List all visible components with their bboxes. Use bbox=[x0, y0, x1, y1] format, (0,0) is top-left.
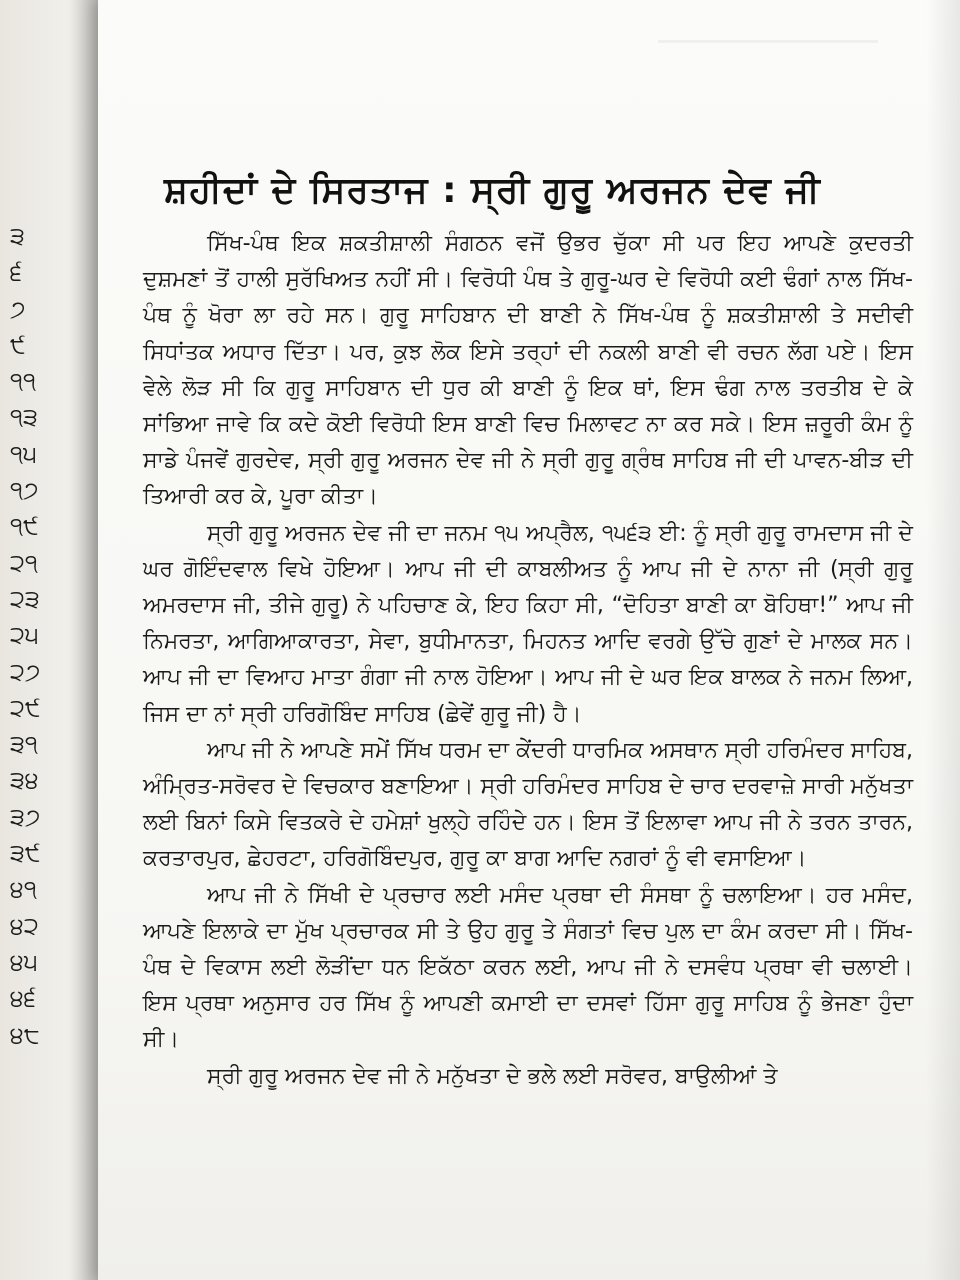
page-number: ੧੯ bbox=[10, 512, 39, 541]
page-number: ੩੧ bbox=[10, 730, 38, 759]
paragraph: ਆਪ ਜੀ ਨੇ ਸਿੱਖੀ ਦੇ ਪ੍ਰਚਾਰ ਲਈ ਮਸੰਦ ਪ੍ਰਥਾ ਦੀ ਸੰਸਥਾ ਨੂੰ ਚਲਾਇਆ। ਹਰ ਮਸੰਦ, ਆਪਣੇ ਇਲਾਕੇ ਦਾ ਮੁੱਖ ਪ੍ਰਚਾਰਕ ਸੀ ਤੇ ਉਹ ਗੁਰੂ ਤੇ ਸੰਗਤਾਂ ਵਿਚ ਪੁਲ ਦਾ ਕੰਮ ਕਰਦਾ ਸੀ। ਸਿੱਖ-ਪੰਥ ਦੇ ਵਿਕਾਸ ਲਈ ਲੋੜੀਂਦਾ ਧਨ ਇਕੱਠਾ ਕਰਨ ਲਈ, ਆਪ ਜੀ ਨੇ ਦਸਵੰਧ ਪ੍ਰਥਾ ਵੀ ਚਲਾਈ। ਇਸ ਪ੍ਰਥਾ ਅਨੁਸਾਰ ਹਰ ਸਿੱਖ ਨੂੰ ਆਪਣੀ ਕਮਾਈ ਦਾ ਦਸਵਾਂ ਹਿੱਸਾ ਗੁਰੂ ਸਾਹਿਬ ਨੂੰ ਭੇਜਣਾ ਹੁੰਦਾ ਸੀ। bbox=[143, 882, 913, 1053]
page-number: ੨੧ bbox=[10, 548, 38, 577]
article-title: ਸ਼ਹੀਦਾਂ ਦੇ ਸਿਰਤਾਜ : ਸ੍ਰੀ ਗੁਰੂ ਅਰਜਨ ਦੇਵ ਜੀ bbox=[164, 170, 821, 212]
paragraph: ਸਿੱਖ-ਪੰਥ ਇਕ ਸ਼ਕਤੀਸ਼ਾਲੀ ਸੰਗਠਨ ਵਜੋਂ ਉਭਰ ਚੁੱਕਾ ਸੀ ਪਰ ਇਹ ਆਪਣੇ ਕੁਦਰਤੀ ਦੁਸ਼ਮਣਾਂ ਤੋਂ ਹਾਲੀ ਸੁਰੱਖਿਅਤ ਨਹੀਂ ਸੀ। ਵਿਰੋਧੀ ਪੰਥ ਤੇ ਗੁਰੂ-ਘਰ ਦੇ ਵਿਰੋਧੀ ਕਈ ਢੰਗਾਂ ਨਾਲ ਸਿੱਖ-ਪੰਥ ਨੂੰ ਖੋਰਾ ਲਾ ਰਹੇ ਸਨ। ਗੁਰੂ ਸਾਹਿਬਾਨ ਦੀ ਬਾਣੀ ਨੇ ਸਿੱਖ-ਪੰਥ ਨੂੰ ਸ਼ਕਤੀਸ਼ਾਲੀ ਤੇ ਸਦੀਵੀ ਸਿਧਾਂਤਕ ਅਧਾਰ ਦਿੱਤਾ। ਪਰ, ਕੁਝ ਲੋਕ ਇਸੇ ਤਰ੍ਹਾਂ ਦੀ ਨਕਲੀ ਬਾਣੀ ਵੀ ਰਚਨ ਲੱਗ ਪਏ। ਇਸ ਵੇਲੇ ਲੋੜ ਸੀ ਕਿ ਗੁਰੂ ਸਾਹਿਬਾਨ ਦੀ ਧੁਰ ਕੀ ਬਾਣੀ ਨੂੰ ਇਕ ਥਾਂ, ਇਸ ਢੰਗ ਨਾਲ ਤਰਤੀਬ ਦੇ ਕੇ ਸਾਂਭਿਆ ਜਾਵੇ ਕਿ ਕਦੇ ਕੋਈ ਵਿਰੋਧੀ ਇਸ ਬਾਣੀ ਵਿਚ ਮਿਲਾਵਟ ਨਾ ਕਰ ਸਕੇ। ਇਸ ਜ਼ਰੂਰੀ ਕੰਮ ਨੂੰ ਸਾਡੇ ਪੰਜਵੇਂ ਗੁਰਦੇਵ, ਸ੍ਰੀ ਗੁਰੂ ਅਰਜਨ ਦੇਵ ਜੀ ਨੇ ਸ੍ਰੀ ਗੁਰੂ ਗ੍ਰੰਥ ਸਾਹਿਬ ਜੀ ਦੀ ਪਾਵਨ-ਬੀੜ ਦੀ ਤਿਆਰੀ ਕਰ ਕੇ, ਪੂਰਾ ਕੀਤਾ। bbox=[143, 231, 913, 510]
page-number: ੨੫ bbox=[10, 621, 40, 650]
page-number: ੨੯ bbox=[10, 693, 41, 722]
show-through-mark bbox=[658, 40, 878, 43]
paragraph: ਆਪ ਜੀ ਨੇ ਆਪਣੇ ਸਮੇਂ ਸਿੱਖ ਧਰਮ ਦਾ ਕੇਂਦਰੀ ਧਾਰਮਿਕ ਅਸਥਾਨ ਸ੍ਰੀ ਹਰਿਮੰਦਰ ਸਾਹਿਬ, ਅੰਮ੍ਰਿਤ-ਸਰੋਵਰ ਦੇ ਵਿਚਕਾਰ ਬਣਾਇਆ। ਸ੍ਰੀ ਹਰਿਮੰਦਰ ਸਾਹਿਬ ਦੇ ਚਾਰ ਦਰਵਾਜ਼ੇ ਸਾਰੀ ਮਨੁੱਖਤਾ ਲਈ ਬਿਨਾਂ ਕਿਸੇ ਵਿਤਕਰੇ ਦੇ ਹਮੇਸ਼ਾਂ ਖੁਲ੍ਹੇ ਰਹਿੰਦੇ ਹਨ। ਇਸ ਤੋਂ ਇਲਾਵਾ ਆਪ ਜੀ ਨੇ ਤਰਨ ਤਾਰਨ, ਕਰਤਾਰਪੁਰ, ਛੇਹਰਟਾ, ਹਰਿਗੋਬਿੰਦਪੁਰ, ਗੁਰੂ ਕਾ ਬਾਗ ਆਦਿ ਨਗਰਾਂ ਨੂੰ ਵੀ ਵਸਾਇਆ। bbox=[143, 737, 913, 872]
page-number: ੭ bbox=[10, 294, 26, 323]
page-number: ੪੧ bbox=[10, 875, 37, 904]
page-number: ੩੪ bbox=[10, 766, 39, 795]
paragraph: ਸ੍ਰੀ ਗੁਰੂ ਅਰਜਨ ਦੇਵ ਜੀ ਦਾ ਜਨਮ ੧੫ ਅਪ੍ਰੈਲ, ੧੫੬੩ ਈ: ਨੂੰ ਸ੍ਰੀ ਗੁਰੂ ਰਾਮਦਾਸ ਜੀ ਦੇ ਘਰ ਗੋਇੰਦਵਾਲ ਵਿਖੇ ਹੋਇਆ। ਆਪ ਜੀ ਦੀ ਕਾਬਲੀਅਤ ਨੂੰ ਆਪ ਜੀ ਦੇ ਨਾਨਾ ਜੀ (ਸ੍ਰੀ ਗੁਰੂ ਅਮਰਦਾਸ ਜੀ, ਤੀਜੇ ਗੁਰੂ) ਨੇ ਪਹਿਚਾਣ ਕੇ, ਇਹ ਕਿਹਾ ਸੀ, “ਦੋਹਿਤਾ ਬਾਣੀ ਕਾ ਬੋਹਿਥਾ!” ਆਪ ਜੀ ਨਿਮਰਤਾ, ਆਗਿਆਕਾਰਤਾ, ਸੇਵਾ, ਬੁਧੀਮਾਨਤਾ, ਮਿਹਨਤ ਆਦਿ ਵਰਗੇ ਉੱਚੇ ਗੁਣਾਂ ਦੇ ਮਾਲਕ ਸਨ। ਆਪ ਜੀ ਦਾ ਵਿਆਹ ਮਾਤਾ ਗੰਗਾ ਜੀ ਨਾਲ ਹੋਇਆ। ਆਪ ਜੀ ਦੇ ਘਰ ਇਕ ਬਾਲਕ ਨੇ ਜਨਮ ਲਿਆ, ਜਿਸ ਦਾ ਨਾਂ ਸ੍ਰੀ ਹਰਿਗੋਬਿੰਦ ਸਾਹਿਬ (ਛੇਵੇਂ ਗੁਰੂ ਜੀ) ਹੈ। bbox=[143, 520, 913, 727]
article-body bbox=[143, 226, 913, 1095]
page-number: ੩੯ bbox=[10, 839, 41, 868]
page-number: ੯ bbox=[10, 330, 26, 359]
page-number: ੧੭ bbox=[10, 476, 39, 505]
page-number-list bbox=[10, 218, 78, 1053]
page-number: ੧੫ bbox=[10, 439, 38, 468]
page-number: ੪੮ bbox=[10, 1020, 40, 1049]
page-number: ੩ bbox=[10, 222, 25, 250]
page-number: ੧੧ bbox=[10, 367, 37, 396]
page-number: ੪੨ bbox=[10, 911, 39, 940]
paragraph: ਸ੍ਰੀ ਗੁਰੂ ਅਰਜਨ ਦੇਵ ਜੀ ਨੇ ਮਨੁੱਖਤਾ ਦੇ ਭਲੇ ਲਈ ਸਰੋਵਰ, ਬਾਉਲੀਆਂ ਤੇ bbox=[207, 1063, 778, 1089]
page-number: ੧੩ bbox=[10, 403, 38, 432]
page-number: ੩੭ bbox=[10, 802, 41, 831]
page-number: ੪੫ bbox=[10, 947, 38, 976]
page-number: ੬ bbox=[10, 258, 23, 287]
page-number: ੨੭ bbox=[10, 657, 41, 686]
page-number: ੨੩ bbox=[10, 584, 40, 613]
page-number: ੪੬ bbox=[10, 984, 37, 1013]
page-edge-shadow bbox=[926, 0, 960, 1280]
right-page bbox=[98, 0, 960, 1280]
